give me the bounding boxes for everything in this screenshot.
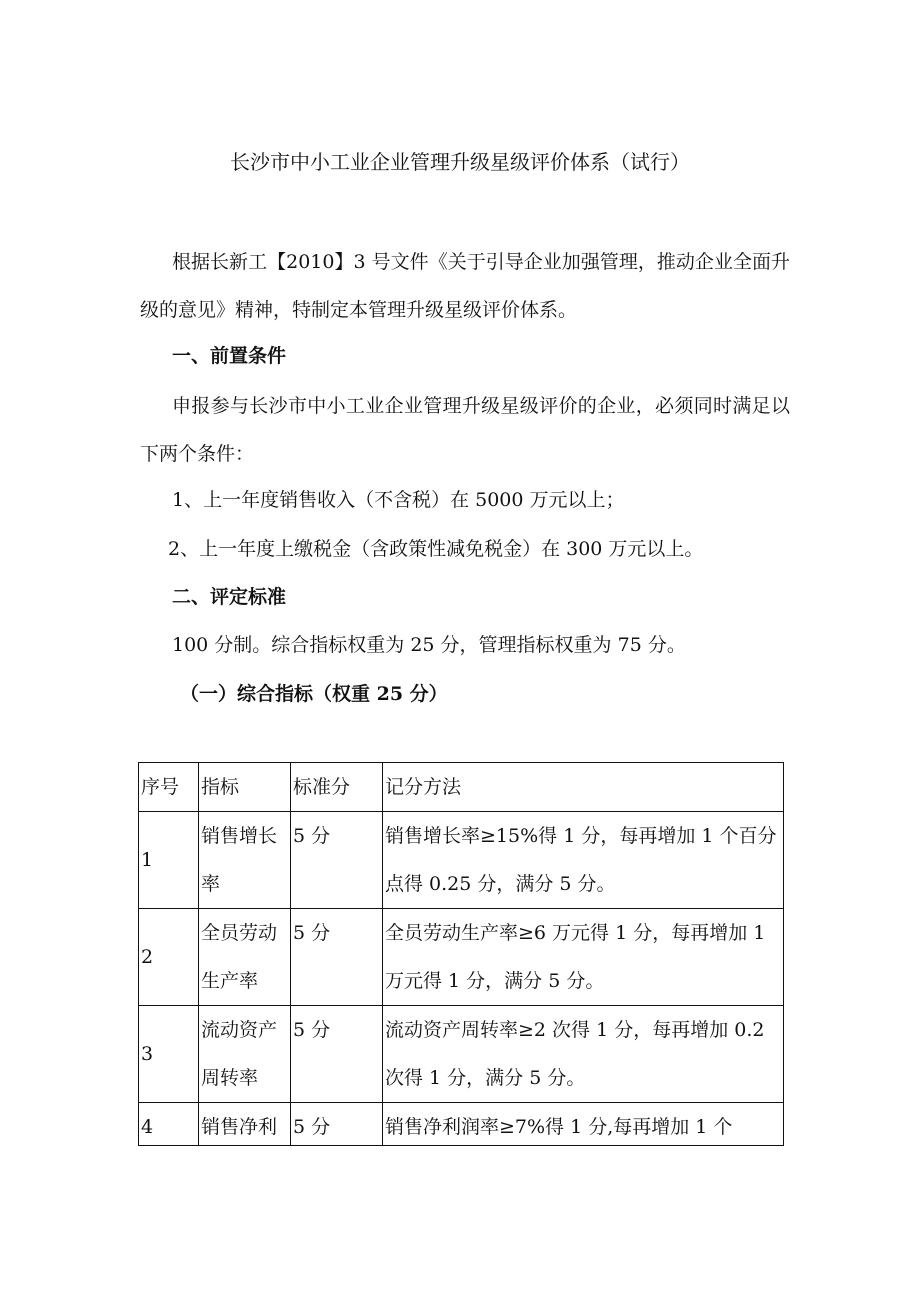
row-indicator [199,1103,291,1146]
section-1-body: 申报参与长沙市中小工业企业管理升级星级评价的企业，必须同时满足以下两个条件： [140,395,790,465]
header-no: 序号 [139,763,199,812]
header-score: 标准分 [291,763,383,812]
row-score-text: 5 分 [293,1116,331,1138]
table-row [139,1006,784,1103]
row-method-text: 销售净利润率≥7%得 1 分,每再增加 1 个 [385,1116,733,1138]
row-indicator: 流动资产周转率 [199,1006,291,1103]
subsection-heading: （一）综合指标（权重 25 分） [180,683,448,705]
scoring-table [138,762,784,1146]
intro-paragraph: 根据长新工【2010】3 号文件《关于引导企业加强管理，推动企业全面升级的意见》精神，特制定本管理升级星级评价体系。 [140,251,790,321]
header-method: 记分方法 [383,763,784,812]
table-row [139,1103,784,1146]
row-method: 销售增长率≥15%得 1 分，每再增加 1 个百分点得 0.25 分，满分 5 分。 [383,812,784,909]
row-indicator: 全员劳动生产率 [199,909,291,1006]
section-2-body: 100 分制。综合指标权重为 25 分，管理指标权重为 75 分。 [172,634,686,656]
row-no: 1 [139,812,199,909]
document-title: 长沙市中小工业企业管理升级星级评价体系（试行） [230,150,690,174]
header-indicator: 指标 [199,763,291,812]
row-no [139,1103,199,1146]
section-1-heading: 一、前置条件 [172,345,287,367]
row-indicator-text: 销售净利 [201,1116,278,1138]
row-method: 流动资产周转率≥2 次得 1 分，每再增加 0.2 次得 1 分，满分 5 分。 [383,1006,784,1103]
row-score [291,1103,383,1146]
condition-item-2: 2、上一年度上缴税金（含政策性减免税金）在 300 万元以上。 [168,538,704,560]
row-indicator: 销售增长率 [199,812,291,909]
row-score: 5 分 [291,1006,383,1103]
row-score: 5 分 [291,909,383,1006]
row-method: 全员劳动生产率≥6 万元得 1 分，每再增加 1 万元得 1 分，满分 5 分。 [383,909,784,1006]
section-2-heading: 二、评定标准 [172,586,287,608]
row-method [383,1103,784,1146]
table-row [139,812,784,909]
row-no: 2 [139,909,199,1006]
row-no-text: 4 [141,1116,154,1138]
row-no: 3 [139,1006,199,1103]
row-score: 5 分 [291,812,383,909]
table-row [139,909,784,1006]
table-header-row [139,763,784,812]
condition-item-1: 1、上一年度销售收入（不含税）在 5000 万元以上； [172,489,625,511]
